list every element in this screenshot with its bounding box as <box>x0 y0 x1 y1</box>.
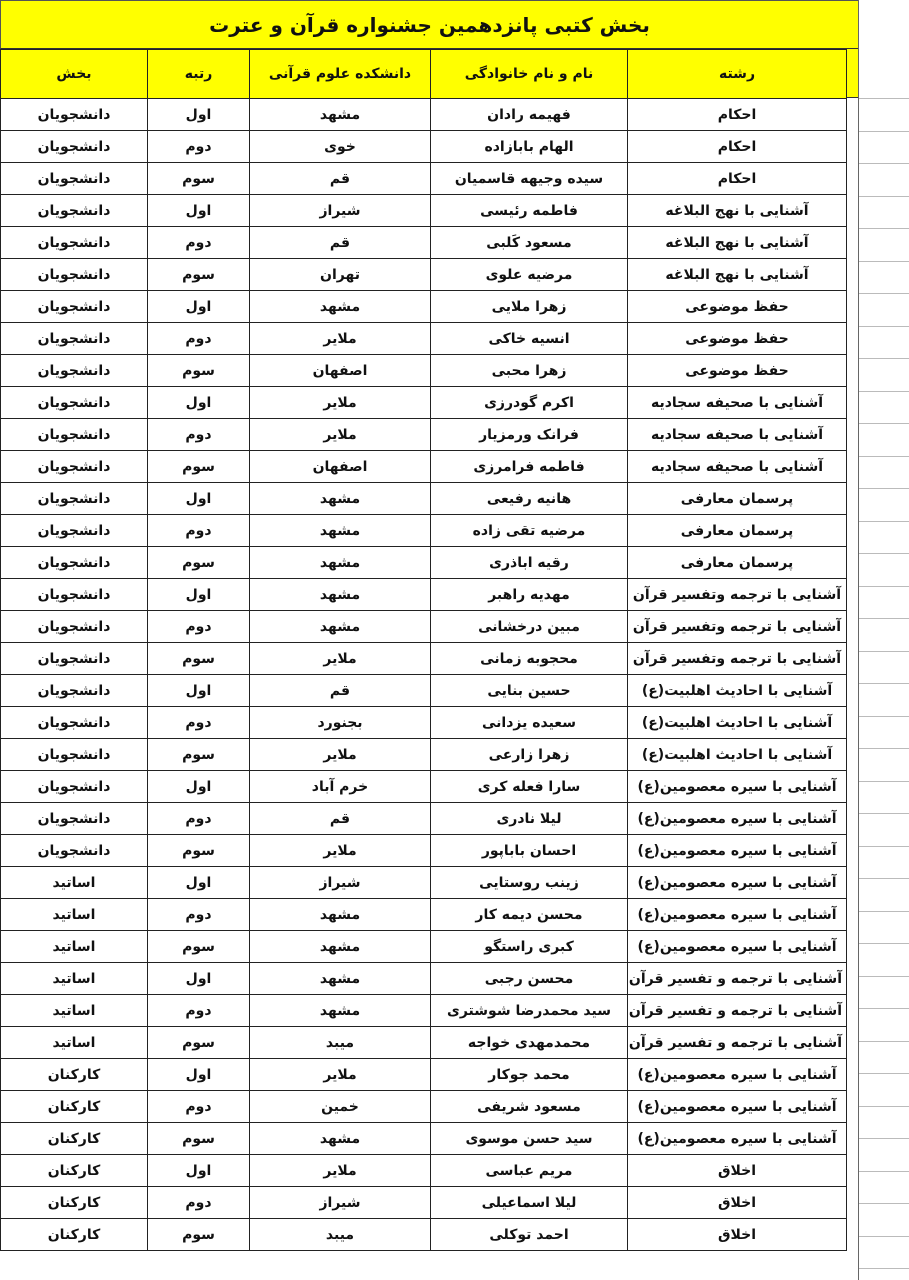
cell-rank[interactable]: سوم <box>148 931 250 963</box>
gridline <box>859 781 909 782</box>
sheet-title-text: بخش کتبی پانزدهمین جشنواره قرآن و عترت <box>209 12 650 37</box>
table-row <box>1 451 847 483</box>
cell-field[interactable]: آشنایی با ترجمه وتفسیر قرآن <box>628 579 847 611</box>
gridline <box>859 1106 909 1107</box>
cell-rank[interactable]: دوم <box>148 995 250 1027</box>
cell-rank[interactable]: سوم <box>148 1027 250 1059</box>
table-row <box>1 131 847 163</box>
table-row <box>1 611 847 643</box>
cell-university[interactable]: بجنورد <box>250 707 431 739</box>
cell-rank[interactable]: دوم <box>148 131 250 163</box>
cell-name[interactable]: لیلا اسماعیلی <box>431 1187 628 1219</box>
gridline <box>859 943 909 944</box>
cell-section[interactable]: دانشجویان <box>1 451 148 483</box>
cell-name[interactable]: کبری راستگو <box>431 931 628 963</box>
cell-section[interactable]: دانشجویان <box>1 643 148 675</box>
cell-section[interactable]: دانشجویان <box>1 707 148 739</box>
cell-university[interactable]: خرم آباد <box>250 771 431 803</box>
cell-rank[interactable]: سوم <box>148 643 250 675</box>
cell-section[interactable]: اساتید <box>1 995 148 1027</box>
cell-university[interactable]: ملایر <box>250 835 431 867</box>
cell-field[interactable]: احکام <box>628 163 847 195</box>
cell-rank[interactable]: دوم <box>148 803 250 835</box>
table-row <box>1 1059 847 1091</box>
header-section: بخش <box>1 50 148 99</box>
gridline <box>859 1138 909 1139</box>
gridline <box>859 748 909 749</box>
cell-section[interactable]: اساتید <box>1 867 148 899</box>
table-row <box>1 355 847 387</box>
cell-field[interactable]: آشنایی با ترجمه وتفسیر قرآن <box>628 643 847 675</box>
table-row <box>1 387 847 419</box>
table-row <box>1 739 847 771</box>
cell-section[interactable]: دانشجویان <box>1 483 148 515</box>
table-row <box>1 995 847 1027</box>
cell-field[interactable]: اخلاق <box>628 1219 847 1251</box>
cell-rank[interactable]: دوم <box>148 899 250 931</box>
cell-university[interactable]: اصفهان <box>250 451 431 483</box>
cell-rank[interactable]: سوم <box>148 1123 250 1155</box>
table-row <box>1 707 847 739</box>
cell-section[interactable]: دانشجویان <box>1 803 148 835</box>
table-row <box>1 579 847 611</box>
cell-field[interactable]: آشنایی با سیره معصومین(ع) <box>628 1123 847 1155</box>
cell-name[interactable]: انسیه خاکی <box>431 323 628 355</box>
cell-name[interactable]: هانیه رفیعی <box>431 483 628 515</box>
cell-name[interactable]: فاطمه رئیسی <box>431 195 628 227</box>
cell-name[interactable]: سعیده یزدانی <box>431 707 628 739</box>
table-header-row <box>1 50 847 99</box>
gridline <box>859 846 909 847</box>
cell-name[interactable]: اکرم گودرزی <box>431 387 628 419</box>
cell-section[interactable]: دانشجویان <box>1 227 148 259</box>
cell-university[interactable]: مشهد <box>250 1123 431 1155</box>
gridline <box>859 196 909 197</box>
gridline <box>859 1171 909 1172</box>
table-row <box>1 419 847 451</box>
cell-section[interactable]: دانشجویان <box>1 291 148 323</box>
cell-field[interactable]: آشنایی با ترجمه و تفسیر قرآن <box>628 995 847 1027</box>
cell-section[interactable]: دانشجویان <box>1 131 148 163</box>
table-row <box>1 483 847 515</box>
gridline <box>859 1008 909 1009</box>
gridline <box>859 911 909 912</box>
cell-name[interactable]: رقیه اباذری <box>431 547 628 579</box>
cell-field[interactable]: حفظ موضوعی <box>628 291 847 323</box>
cell-university[interactable]: ملایر <box>250 1155 431 1187</box>
table-row <box>1 643 847 675</box>
cell-field[interactable]: احکام <box>628 99 847 131</box>
cell-university[interactable]: ملایر <box>250 387 431 419</box>
table-row <box>1 227 847 259</box>
cell-name[interactable]: فهیمه رادان <box>431 99 628 131</box>
cell-university[interactable]: میبد <box>250 1027 431 1059</box>
cell-university[interactable]: میبد <box>250 1219 431 1251</box>
cell-field[interactable]: آشنایی با احادیث اهلبیت(ع) <box>628 707 847 739</box>
cell-field[interactable]: آشنایی با صحیفه سجادیه <box>628 419 847 451</box>
cell-name[interactable]: محمدمهدی خواجه <box>431 1027 628 1059</box>
cell-field[interactable]: آشنایی با سیره معصومین(ع) <box>628 835 847 867</box>
cell-rank[interactable]: اول <box>148 867 250 899</box>
table-body <box>1 99 847 1251</box>
table-row <box>1 1091 847 1123</box>
cell-rank[interactable]: دوم <box>148 1091 250 1123</box>
cell-section[interactable]: دانشجویان <box>1 771 148 803</box>
cell-university[interactable]: مشهد <box>250 547 431 579</box>
cell-name[interactable]: محمد جوکار <box>431 1059 628 1091</box>
gridline <box>859 1073 909 1074</box>
gridline <box>859 1203 909 1204</box>
cell-rank[interactable]: سوم <box>148 355 250 387</box>
cell-section[interactable]: دانشجویان <box>1 419 148 451</box>
cell-section[interactable]: دانشجویان <box>1 259 148 291</box>
cell-rank[interactable]: اول <box>148 579 250 611</box>
gridline <box>859 553 909 554</box>
cell-university[interactable]: ملایر <box>250 643 431 675</box>
cell-name[interactable]: سارا فعله کری <box>431 771 628 803</box>
table-row <box>1 291 847 323</box>
cell-rank[interactable]: سوم <box>148 739 250 771</box>
cell-section[interactable]: دانشجویان <box>1 675 148 707</box>
gridline <box>859 521 909 522</box>
cell-field[interactable]: آشنایی با سیره معصومین(ع) <box>628 1059 847 1091</box>
cell-field[interactable]: اخلاق <box>628 1155 847 1187</box>
cell-rank[interactable]: سوم <box>148 451 250 483</box>
cell-university[interactable]: ملایر <box>250 739 431 771</box>
cell-field[interactable]: آشنایی با نهج البلاغه <box>628 259 847 291</box>
gridline <box>859 228 909 229</box>
cell-rank[interactable]: دوم <box>148 611 250 643</box>
gridline <box>859 131 909 132</box>
cell-name[interactable]: سیده وجیهه قاسمیان <box>431 163 628 195</box>
cell-university[interactable]: مشهد <box>250 99 431 131</box>
gridline <box>859 293 909 294</box>
cell-name[interactable]: لیلا نادری <box>431 803 628 835</box>
cell-field[interactable]: آشنایی با نهج البلاغه <box>628 227 847 259</box>
gridline <box>859 618 909 619</box>
cell-university[interactable]: اصفهان <box>250 355 431 387</box>
cell-rank[interactable]: دوم <box>148 707 250 739</box>
table-row <box>1 899 847 931</box>
cell-section[interactable]: کارکنان <box>1 1059 148 1091</box>
adjacent-empty-column <box>858 0 909 1280</box>
table-row <box>1 1123 847 1155</box>
cell-name[interactable]: محسن دیمه کار <box>431 899 628 931</box>
cell-name[interactable]: سید حسن موسوی <box>431 1123 628 1155</box>
cell-name[interactable]: مسعود کَلبی <box>431 227 628 259</box>
cell-field[interactable]: آشنایی با سیره معصومین(ع) <box>628 1091 847 1123</box>
table-row <box>1 1027 847 1059</box>
cell-section[interactable]: اساتید <box>1 1027 148 1059</box>
cell-rank[interactable]: اول <box>148 771 250 803</box>
cell-field[interactable]: پرسمان معارفی <box>628 547 847 579</box>
cell-section[interactable]: دانشجویان <box>1 739 148 771</box>
table-row <box>1 803 847 835</box>
cell-field[interactable]: اخلاق <box>628 1187 847 1219</box>
cell-name[interactable]: مرضیه علوی <box>431 259 628 291</box>
table-row <box>1 675 847 707</box>
gridline <box>859 716 909 717</box>
cell-section[interactable]: دانشجویان <box>1 611 148 643</box>
table-row <box>1 515 847 547</box>
cell-field[interactable]: احکام <box>628 131 847 163</box>
header-rank: رتبه <box>148 50 250 99</box>
cell-name[interactable]: زهرا محبی <box>431 355 628 387</box>
header-field: رشته <box>628 50 847 99</box>
cell-field[interactable]: آشنایی با نهج البلاغه <box>628 195 847 227</box>
cell-rank[interactable]: دوم <box>148 515 250 547</box>
cell-name[interactable]: مبین درخشانی <box>431 611 628 643</box>
header-university: دانشکده علوم قرآنی <box>250 50 431 99</box>
gridline <box>859 1268 909 1269</box>
cell-name[interactable]: فرانک ورمزیار <box>431 419 628 451</box>
cell-rank[interactable]: سوم <box>148 835 250 867</box>
cell-section[interactable]: اساتید <box>1 963 148 995</box>
cell-field[interactable]: پرسمان معارفی <box>628 483 847 515</box>
table-row <box>1 931 847 963</box>
gridline <box>859 651 909 652</box>
cell-university[interactable]: ملایر <box>250 1059 431 1091</box>
cell-rank[interactable]: اول <box>148 387 250 419</box>
cell-section[interactable]: دانشجویان <box>1 547 148 579</box>
cell-field[interactable]: آشنایی با صحیفه سجادیه <box>628 387 847 419</box>
table-row <box>1 99 847 131</box>
cell-section[interactable]: کارکنان <box>1 1155 148 1187</box>
gridline <box>859 813 909 814</box>
table-row <box>1 1187 847 1219</box>
cell-university[interactable]: مشهد <box>250 931 431 963</box>
cell-field[interactable]: آشنایی با سیره معصومین(ع) <box>628 803 847 835</box>
results-table <box>0 49 847 1251</box>
cell-field[interactable]: آشنایی با صحیفه سجادیه <box>628 451 847 483</box>
cell-section[interactable]: دانشجویان <box>1 163 148 195</box>
cell-name[interactable]: سید محمدرضا شوشتری <box>431 995 628 1027</box>
cell-university[interactable]: مشهد <box>250 291 431 323</box>
cell-section[interactable]: دانشجویان <box>1 195 148 227</box>
cell-rank[interactable]: سوم <box>148 1219 250 1251</box>
header-fill-extension <box>846 49 858 98</box>
cell-university[interactable]: قم <box>250 227 431 259</box>
cell-field[interactable]: آشنایی با سیره معصومین(ع) <box>628 867 847 899</box>
cell-university[interactable]: مشهد <box>250 515 431 547</box>
gridline <box>859 163 909 164</box>
cell-university[interactable]: خمین <box>250 1091 431 1123</box>
sheet-title <box>0 0 858 49</box>
table-row <box>1 323 847 355</box>
cell-name[interactable]: مریم عباسی <box>431 1155 628 1187</box>
cell-university[interactable]: تهران <box>250 259 431 291</box>
cell-name[interactable]: الهام بابازاده <box>431 131 628 163</box>
cell-name[interactable]: زهرا ملایی <box>431 291 628 323</box>
gridline <box>859 456 909 457</box>
cell-rank[interactable]: اول <box>148 195 250 227</box>
table-row <box>1 835 847 867</box>
cell-rank[interactable]: دوم <box>148 323 250 355</box>
cell-field[interactable]: حفظ موضوعی <box>628 323 847 355</box>
cell-university[interactable]: مشهد <box>250 899 431 931</box>
gridline <box>859 261 909 262</box>
cell-name[interactable]: مسعود شریفی <box>431 1091 628 1123</box>
cell-field[interactable]: آشنایی با ترجمه و تفسیر قرآن <box>628 1027 847 1059</box>
cell-rank[interactable]: اول <box>148 963 250 995</box>
table-row <box>1 1155 847 1187</box>
cell-section[interactable]: کارکنان <box>1 1123 148 1155</box>
cell-university[interactable]: ملایر <box>250 323 431 355</box>
table-row <box>1 195 847 227</box>
table-row <box>1 771 847 803</box>
gridline <box>859 1041 909 1042</box>
cell-university[interactable]: مشهد <box>250 963 431 995</box>
table-row <box>1 963 847 995</box>
gridline <box>859 878 909 879</box>
cell-field[interactable]: آشنایی با سیره معصومین(ع) <box>628 931 847 963</box>
table-row <box>1 259 847 291</box>
cell-university[interactable]: مشهد <box>250 995 431 1027</box>
table-row <box>1 163 847 195</box>
cell-rank[interactable]: اول <box>148 99 250 131</box>
cell-rank[interactable]: اول <box>148 291 250 323</box>
gridline <box>859 391 909 392</box>
gridline <box>859 488 909 489</box>
cell-university[interactable]: ملایر <box>250 419 431 451</box>
cell-section[interactable]: اساتید <box>1 899 148 931</box>
cell-section[interactable]: اساتید <box>1 931 148 963</box>
gridline <box>859 326 909 327</box>
gridline <box>859 586 909 587</box>
cell-name[interactable]: احمد توکلی <box>431 1219 628 1251</box>
gridline <box>859 358 909 359</box>
cell-name[interactable]: احسان باباپور <box>431 835 628 867</box>
cell-name[interactable]: زهرا زارعی <box>431 739 628 771</box>
cell-university[interactable]: خوی <box>250 131 431 163</box>
cell-section[interactable]: دانشجویان <box>1 515 148 547</box>
cell-section[interactable]: دانشجویان <box>1 99 148 131</box>
cell-university[interactable]: مشهد <box>250 611 431 643</box>
cell-rank[interactable]: سوم <box>148 259 250 291</box>
cell-field[interactable]: حفظ موضوعی <box>628 355 847 387</box>
table-row <box>1 867 847 899</box>
cell-field[interactable]: آشنایی با احادیث اهلبیت(ع) <box>628 675 847 707</box>
cell-name[interactable]: محجوبه زمانی <box>431 643 628 675</box>
cell-field[interactable]: آشنایی با ترجمه و تفسیر قرآن <box>628 963 847 995</box>
cell-section[interactable]: دانشجویان <box>1 579 148 611</box>
cell-rank[interactable]: اول <box>148 675 250 707</box>
gridline <box>859 683 909 684</box>
gridline <box>859 1236 909 1237</box>
cell-rank[interactable]: اول <box>148 1059 250 1091</box>
cell-field[interactable]: آشنایی با سیره معصومین(ع) <box>628 899 847 931</box>
cell-field[interactable]: آشنایی با احادیث اهلبیت(ع) <box>628 739 847 771</box>
cell-section[interactable]: دانشجویان <box>1 323 148 355</box>
cell-university[interactable]: مشهد <box>250 483 431 515</box>
cell-name[interactable]: زینب روستایی <box>431 867 628 899</box>
cell-name[interactable]: مهدیه راهبر <box>431 579 628 611</box>
cell-field[interactable]: آشنایی با سیره معصومین(ع) <box>628 771 847 803</box>
cell-field[interactable]: پرسمان معارفی <box>628 515 847 547</box>
cell-university[interactable]: شیراز <box>250 195 431 227</box>
cell-name[interactable]: فاطمه فرامرزی <box>431 451 628 483</box>
cell-rank[interactable]: سوم <box>148 163 250 195</box>
cell-section[interactable]: کارکنان <box>1 1187 148 1219</box>
cell-university[interactable]: قم <box>250 163 431 195</box>
cell-rank[interactable]: اول <box>148 483 250 515</box>
gridline <box>859 976 909 977</box>
gridline <box>859 98 909 99</box>
cell-university[interactable]: قم <box>250 803 431 835</box>
gridline <box>859 423 909 424</box>
cell-university[interactable]: شیراز <box>250 867 431 899</box>
cell-rank[interactable]: دوم <box>148 1187 250 1219</box>
cell-university[interactable]: شیراز <box>250 1187 431 1219</box>
cell-rank[interactable]: دوم <box>148 419 250 451</box>
cell-rank[interactable]: سوم <box>148 547 250 579</box>
cell-name[interactable]: مرضیه تقی زاده <box>431 515 628 547</box>
table-row <box>1 547 847 579</box>
cell-university[interactable]: مشهد <box>250 579 431 611</box>
cell-section[interactable]: دانشجویان <box>1 835 148 867</box>
cell-section[interactable]: کارکنان <box>1 1091 148 1123</box>
cell-rank[interactable]: دوم <box>148 227 250 259</box>
cell-name[interactable]: حسین بنایی <box>431 675 628 707</box>
header-name: نام و نام خانوادگی <box>431 50 628 99</box>
cell-rank[interactable]: اول <box>148 1155 250 1187</box>
cell-section[interactable]: دانشجویان <box>1 387 148 419</box>
cell-field[interactable]: آشنایی با ترجمه وتفسیر قرآن <box>628 611 847 643</box>
table-row <box>1 1219 847 1251</box>
cell-university[interactable]: قم <box>250 675 431 707</box>
cell-section[interactable]: دانشجویان <box>1 355 148 387</box>
cell-section[interactable]: کارکنان <box>1 1219 148 1251</box>
cell-name[interactable]: محسن رجبی <box>431 963 628 995</box>
